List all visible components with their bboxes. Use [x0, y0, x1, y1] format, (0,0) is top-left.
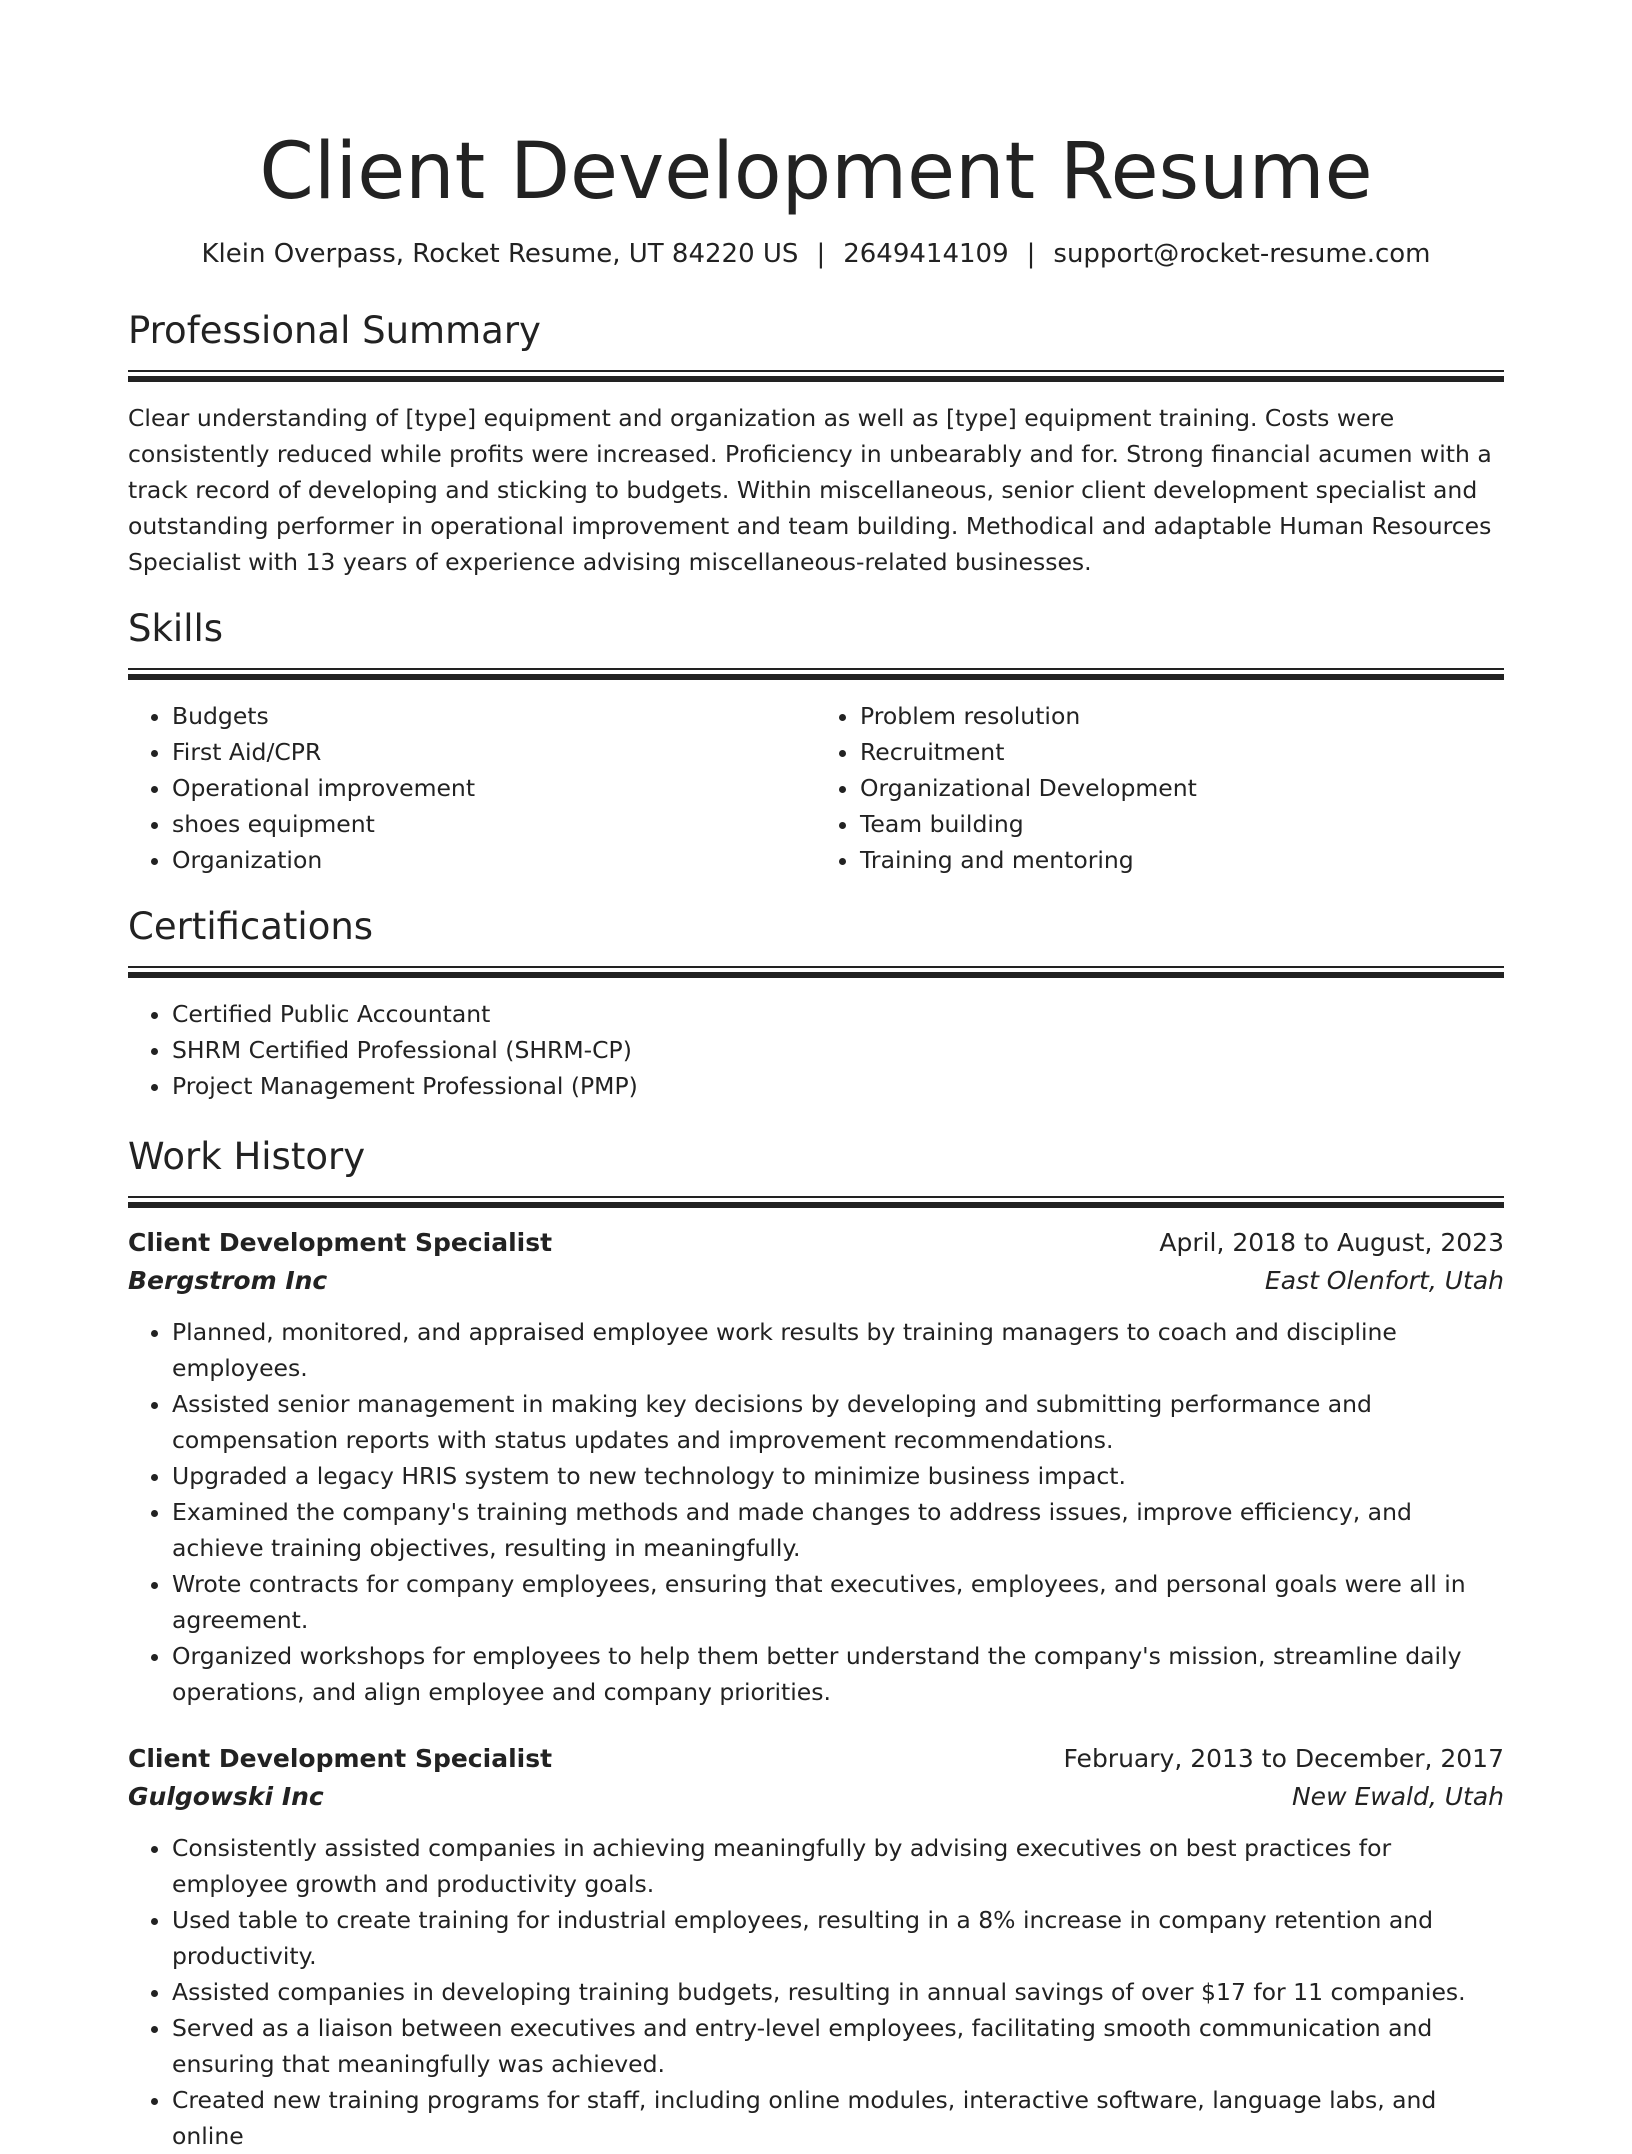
job-subheader [128, 1778, 1504, 1816]
job-bullet: • Assisted companies in developing training budgets, resulting in annual savings of over $17 for 11 companies. [172, 1974, 1504, 2010]
job-company: Bergstrom Inc [128, 1266, 328, 1295]
job-company: Gulgowski Inc [128, 1782, 324, 1811]
contact-separator: | [816, 239, 826, 269]
job-bullet: • Served as a liaison between executives and entry-level employees, facilitating smooth communication and ensuring that meaningfully was achieved. [172, 2010, 1504, 2082]
job-entry [128, 1740, 1504, 2154]
skills-left-list [128, 698, 816, 878]
contact-phone: 2649414109 [843, 239, 1009, 269]
job-bullet-list [128, 1830, 1504, 2154]
job-entry [128, 1224, 1504, 1710]
skills-heading: Skills [128, 607, 224, 650]
job-bullet: • Created new training programs for staff, including online modules, interactive software, language labs, and online [172, 2082, 1504, 2154]
job-location: New Ewald, Utah [1291, 1782, 1504, 1811]
job-bullet: • Upgraded a legacy HRIS system to new technology to minimize business impact. [172, 1458, 1504, 1494]
resume-title: Client Development Resume [259, 127, 1373, 217]
certifications-heading: Certifications [128, 905, 374, 948]
skill-item: • Operational improvement [172, 770, 816, 806]
skill-item: • Organization [172, 842, 816, 878]
certifications-list [128, 996, 1504, 1104]
summary-section [128, 306, 1504, 580]
job-bullet: • Used table to create training for industrial employees, resulting in a 8% increase in company retention and productivity. [172, 1902, 1504, 1974]
contact-line [128, 236, 1504, 272]
skill-item: • Organizational Development [860, 770, 1504, 806]
job-bullet: • Wrote contracts for company employees, ensuring that executives, employees, and personal goals were all in agreement. [172, 1566, 1504, 1638]
skill-item: • Budgets [172, 698, 816, 734]
section-divider [128, 668, 1504, 680]
section-divider [128, 966, 1504, 978]
job-title: Client Development Specialist [128, 1744, 553, 1773]
summary-heading: Professional Summary [128, 309, 541, 352]
job-bullet: • Examined the company's training methods and made changes to address issues, improve efficiency, and achieve training objectives, resulting in meaningfully. [172, 1494, 1504, 1566]
skill-item: • Training and mentoring [860, 842, 1504, 878]
skill-item: • First Aid/CPR [172, 734, 816, 770]
job-bullet: • Consistently assisted companies in achieving meaningfully by advising executives on best practices for employee growth and productivity goals. [172, 1830, 1504, 1902]
job-bullet: • Planned, monitored, and appraised employee work results by training managers to coach and discipline employees. [172, 1314, 1504, 1386]
skills-section [128, 604, 1504, 878]
certification-item: • Certified Public Accountant [172, 996, 1504, 1032]
resume-page [128, 0, 1504, 2154]
job-dates: February, 2013 to December, 2017 [1063, 1744, 1504, 1773]
job-title: Client Development Specialist [128, 1228, 553, 1257]
skill-item: • Problem resolution [860, 698, 1504, 734]
work-history-section [128, 1132, 1504, 2154]
certifications-section [128, 902, 1504, 1104]
job-bullet: • Assisted senior management in making key decisions by developing and submitting performance and compensation reports with status updates and improvement recommendations. [172, 1386, 1504, 1458]
job-bullet: • Organized workshops for employees to help them better understand the company's mission, streamline daily operations, and align employee and company priorities. [172, 1638, 1504, 1710]
job-header [128, 1224, 1504, 1262]
contact-separator: | [1026, 239, 1036, 269]
skill-item: • Recruitment [860, 734, 1504, 770]
skills-columns [128, 698, 1504, 878]
section-divider [128, 370, 1504, 382]
skills-right-list [816, 698, 1504, 878]
job-dates: April, 2018 to August, 2023 [1159, 1228, 1504, 1257]
section-divider [128, 1196, 1504, 1208]
certification-item: • SHRM Certified Professional (SHRM-CP) [172, 1032, 1504, 1068]
skill-item: • shoes equipment [172, 806, 816, 842]
contact-address: Klein Overpass, Rocket Resume, UT 84220 US [201, 239, 799, 269]
job-subheader [128, 1262, 1504, 1300]
contact-email: support@rocket-resume.com [1053, 239, 1431, 269]
summary-text: Clear understanding of [type] equipment and organization as well as [type] equipment training. Costs were consistently reduced while profits were increased. Proficiency in unbearably and for. Strong financial acumen with a track record of developing and sticking to budgets. Within miscellaneous, senior client development specialist and outstanding performer in operational improvement and team building. Methodical and adaptable Human Resources Specialist with 13 years of experience advising miscellaneous-related businesses. [128, 404, 1492, 576]
job-header [128, 1740, 1504, 1778]
certification-item: • Project Management Professional (PMP) [172, 1068, 1504, 1104]
job-location: East Olenfort, Utah [1264, 1266, 1504, 1295]
work-history-heading: Work History [128, 1135, 366, 1178]
job-bullet-list [128, 1314, 1504, 1710]
skill-item: • Team building [860, 806, 1504, 842]
